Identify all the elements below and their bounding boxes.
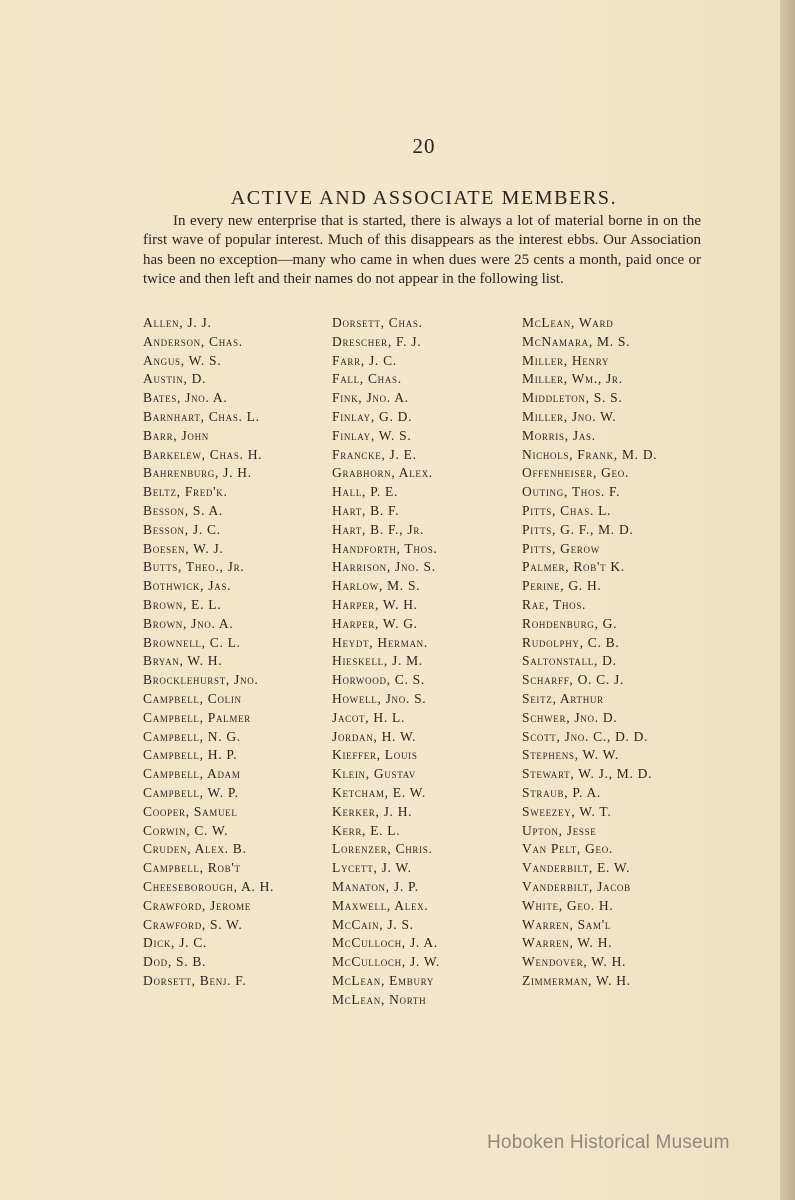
member-name: Harper, W. H. xyxy=(332,596,418,612)
member-name: Campbell, Rob't xyxy=(143,860,241,876)
member-name: Drescher, F. J. xyxy=(332,333,422,349)
member-name: Pitts, G. F., M. D. xyxy=(522,521,634,537)
member-name: Van Pelt, Geo. xyxy=(522,841,613,857)
member-name: Harrison, Jno. S. xyxy=(332,559,436,575)
member-name: Anderson, Chas. xyxy=(143,333,243,349)
member-name: Zimmerman, W. H. xyxy=(522,972,631,988)
member-name: Fink, Jno. A. xyxy=(332,390,409,406)
member-name: Wendover, W. H. xyxy=(522,954,627,970)
member-name: Lycett, J. W. xyxy=(332,860,412,876)
member-name: Maxwell, Alex. xyxy=(332,897,429,913)
member-name: Harlow, M. S. xyxy=(332,578,421,594)
page-title: ACTIVE AND ASSOCIATE MEMBERS. xyxy=(230,187,618,210)
member-name: Morris, Jas. xyxy=(522,427,596,443)
member-name: Cheeseborough, A. H. xyxy=(143,878,275,894)
member-name: Kerker, J. H. xyxy=(332,803,413,819)
member-name: Miller, Wm., Jr. xyxy=(522,371,623,387)
member-name: Vanderbilt, E. W. xyxy=(522,860,631,876)
member-name: Vanderbilt, Jacob xyxy=(522,878,631,894)
member-name: Boesen, W. J. xyxy=(143,540,224,556)
member-name: McNamara, M. S. xyxy=(522,333,631,349)
member-name: Seitz, Arthur xyxy=(522,690,604,706)
member-name: Lorenzer, Chris. xyxy=(332,841,433,857)
member-name: Straub, P. A. xyxy=(522,784,602,800)
member-name: Rudolphy, C. B. xyxy=(522,634,620,650)
member-name: Butts, Theo., Jr. xyxy=(143,559,245,575)
member-name: Hart, B. F. xyxy=(332,502,400,518)
member-name: Scharff, O. C. J. xyxy=(522,672,625,688)
member-list-column-1 xyxy=(143,314,274,991)
member-name: Brown, E. L. xyxy=(143,596,222,612)
member-name: Fall, Chas. xyxy=(332,371,402,387)
member-name: McCulloch, J. W. xyxy=(332,954,441,970)
intro-text: In every new enterprise that is started, there is always a lot of material borne in on the first wave of popular interest. Much of this disappears as the interest ebbs. Our Association has been no exception—many who came in when dues were 25 cents a month, paid once or twice and then left and their names do not appear in the following list. xyxy=(143,213,701,287)
member-name: Saltonstall, D. xyxy=(522,653,617,669)
member-name: Corwin, C. W. xyxy=(143,822,229,838)
member-name: Palmer, Rob't K. xyxy=(522,559,625,575)
member-name: Miller, Jno. W. xyxy=(522,408,617,424)
member-name: Campbell, Colin xyxy=(143,690,242,706)
member-name: Campbell, W. P. xyxy=(143,784,239,800)
member-name: McLean, Embury xyxy=(332,972,435,988)
member-name: Rae, Thos. xyxy=(522,596,587,612)
member-name: Beltz, Fred'k. xyxy=(143,484,228,500)
member-name: Hart, B. F., Jr. xyxy=(332,521,425,537)
member-name: Hall, P. E. xyxy=(332,484,399,500)
member-name: Bryan, W. H. xyxy=(143,653,223,669)
member-list-column-2 xyxy=(332,314,440,1009)
member-name: Harper, W. G. xyxy=(332,615,418,631)
member-name: Campbell, H. P. xyxy=(143,747,238,763)
member-name: Finlay, G. D. xyxy=(332,408,413,424)
member-name: Allen, J. J. xyxy=(143,315,212,330)
member-name: Manaton, J. P. xyxy=(332,878,419,894)
member-name: Austin, D. xyxy=(143,371,207,387)
member-name: Bothwick, Jas. xyxy=(143,578,232,594)
member-list-column-3 xyxy=(522,314,657,991)
member-name: Pitts, Chas. L. xyxy=(522,502,612,518)
member-name: Pitts, Gerow xyxy=(522,540,600,556)
member-name: Brown, Jno. A. xyxy=(143,615,234,631)
member-name: Stephens, W. W. xyxy=(522,747,619,763)
member-name: Sweezey, W. T. xyxy=(522,803,612,819)
member-name: Barkelew, Chas. H. xyxy=(143,446,263,462)
member-name: Bates, Jno. A. xyxy=(143,390,228,406)
member-name: Outing, Thos. F. xyxy=(522,484,621,500)
member-name: McLean, Ward xyxy=(522,315,614,330)
member-name: Scott, Jno. C., D. D. xyxy=(522,728,649,744)
member-name: Cooper, Samuel xyxy=(143,803,238,819)
member-name: Handforth, Thos. xyxy=(332,540,438,556)
member-name: Offenheiser, Geo. xyxy=(522,465,630,481)
member-name: McCulloch, J. A. xyxy=(332,935,438,951)
page-edge xyxy=(780,0,795,1200)
member-name: Dorsett, Chas. xyxy=(332,315,423,330)
member-name: Barnhart, Chas. L. xyxy=(143,408,260,424)
member-name: Kieffer, Louis xyxy=(332,747,418,763)
member-name: Crawford, Jerome xyxy=(143,897,251,913)
member-name: Campbell, Adam xyxy=(143,766,241,782)
member-name: Crawford, S. W. xyxy=(143,916,243,932)
member-name: Jordan, H. W. xyxy=(332,728,417,744)
member-name: Angus, W. S. xyxy=(143,352,222,368)
member-name: Campbell, Palmer xyxy=(143,709,251,725)
member-name: Heydt, Herman. xyxy=(332,634,428,650)
member-name: Besson, S. A. xyxy=(143,502,223,518)
member-name: Brocklehurst, Jno. xyxy=(143,672,259,688)
member-name: Ketcham, E. W. xyxy=(332,784,426,800)
member-name: Jacot, H. L. xyxy=(332,709,406,725)
member-name: Klein, Gustav xyxy=(332,766,416,782)
museum-watermark: Hoboken Historical Museum xyxy=(487,1132,730,1153)
member-name: Farr, J. C. xyxy=(332,352,397,368)
member-name: Francke, J. E. xyxy=(332,446,417,462)
member-name: Middleton, S. S. xyxy=(522,390,623,406)
member-name: Brownell, C. L. xyxy=(143,634,241,650)
member-name: Cruden, Alex. B. xyxy=(143,841,247,857)
member-name: Stewart, W. J., M. D. xyxy=(522,766,653,782)
intro-paragraph xyxy=(143,212,701,289)
member-name: Barr, John xyxy=(143,427,210,443)
member-name: McCain, J. S. xyxy=(332,916,414,932)
member-name: Miller, Henry xyxy=(522,352,610,368)
member-name: Rohdenburg, G. xyxy=(522,615,618,631)
member-name: Campbell, N. G. xyxy=(143,728,241,744)
member-name: Grabhorn, Alex. xyxy=(332,465,433,481)
member-name: Dod, S. B. xyxy=(143,954,207,970)
member-name: Perine, G. H. xyxy=(522,578,602,594)
member-name: Bahrenburg, J. H. xyxy=(143,465,252,481)
member-name: Horwood, C. S. xyxy=(332,672,425,688)
member-name: Dick, J. C. xyxy=(143,935,208,951)
member-name: McLean, North xyxy=(332,991,427,1007)
member-name: Schwer, Jno. D. xyxy=(522,709,618,725)
member-name: Warren, Sam'l xyxy=(522,916,612,932)
member-name: Howell, Jno. S. xyxy=(332,690,427,706)
member-name: Finlay, W. S. xyxy=(332,427,412,443)
member-name: Dorsett, Benj. F. xyxy=(143,972,247,988)
member-name: Nichols, Frank, M. D. xyxy=(522,446,658,462)
member-name: White, Geo. H. xyxy=(522,897,614,913)
member-name: Warren, W. H. xyxy=(522,935,613,951)
member-name: Hieskell, J. M. xyxy=(332,653,423,669)
member-name: Besson, J. C. xyxy=(143,521,221,537)
member-name: Kerr, E. L. xyxy=(332,822,401,838)
member-name: Upton, Jesse xyxy=(522,822,597,838)
page-number: 20 xyxy=(412,134,436,158)
